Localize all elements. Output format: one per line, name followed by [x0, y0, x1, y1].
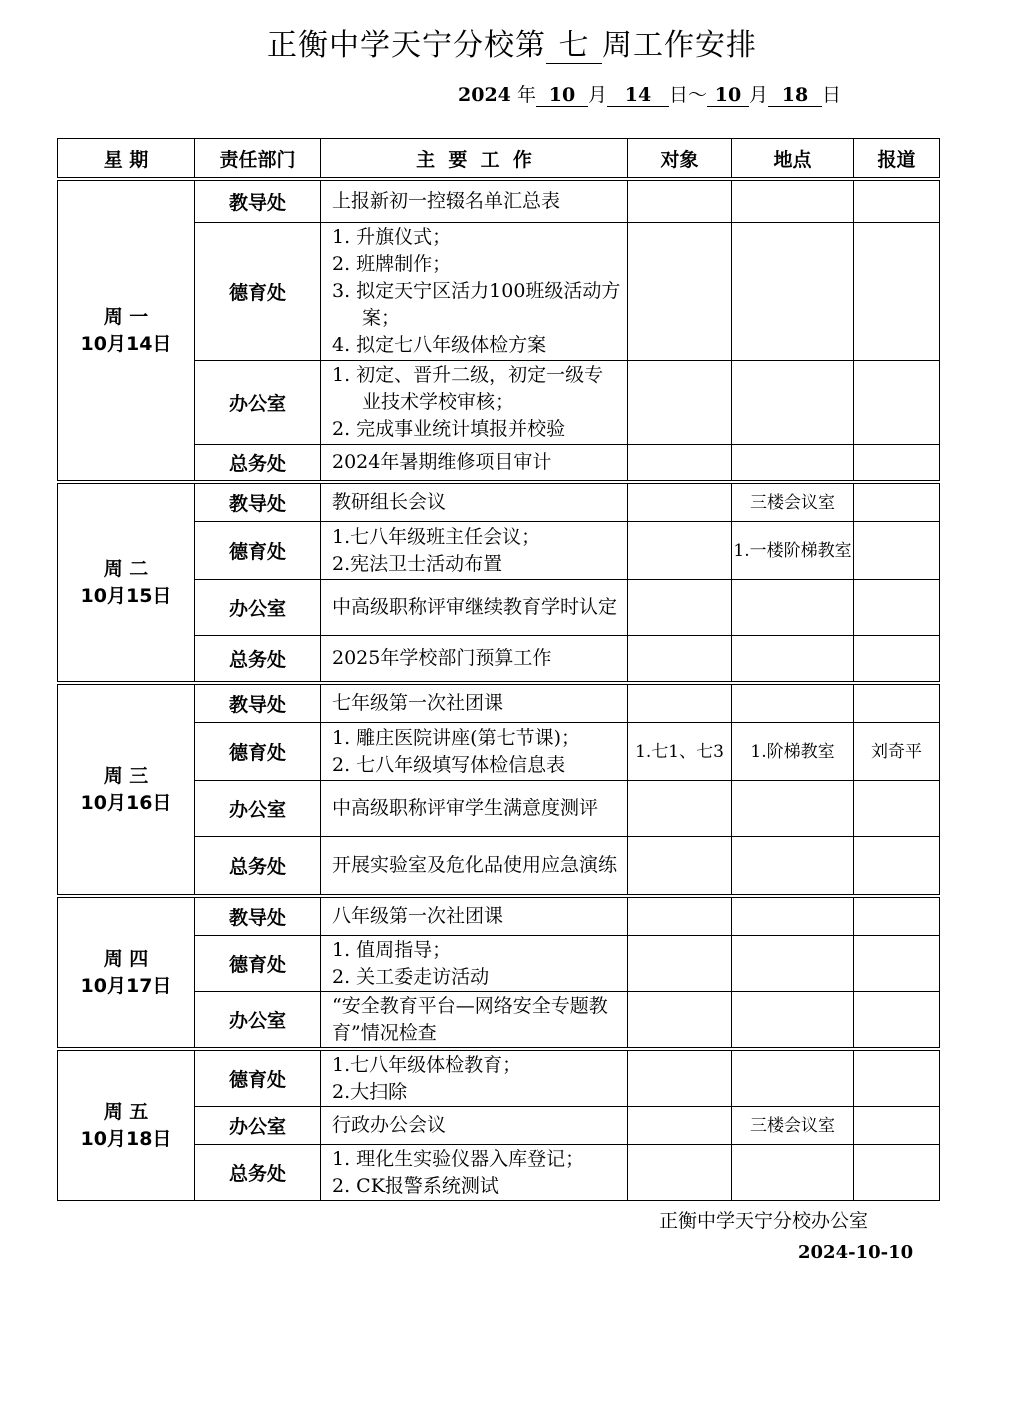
report-cell: [854, 484, 940, 522]
header-row: [58, 139, 940, 178]
dept-cell: 德育处: [195, 522, 321, 580]
work-item: 1. 雕庄医院讲座(第七节课)；: [332, 726, 580, 749]
target-cell: [628, 580, 732, 636]
work-cell: [321, 580, 628, 636]
schedule-row: [58, 181, 940, 223]
location-cell: [732, 837, 854, 895]
location-cell: [732, 898, 854, 936]
report-cell: [854, 223, 940, 361]
report-cell: [854, 1051, 940, 1107]
work-cell: [321, 1145, 628, 1201]
col-report: 报道: [854, 139, 940, 178]
schedule-row: [58, 484, 940, 522]
end-month: 10: [707, 84, 749, 107]
target-cell: [628, 1145, 732, 1201]
col-work: 主 要 工 作: [321, 139, 628, 178]
location-cell: [732, 361, 854, 445]
dept-cell: 办公室: [195, 361, 321, 445]
target-cell: [628, 522, 732, 580]
work-item: 1.七八年级班主任会议；: [332, 525, 541, 548]
report-cell: [854, 522, 940, 580]
location-cell: [732, 181, 854, 223]
report-cell: [854, 361, 940, 445]
dept-cell: 教导处: [195, 181, 321, 223]
work-item: 中高级职称评审学生满意度测评: [332, 797, 599, 819]
work-cell: [321, 781, 628, 837]
location-cell: [732, 936, 854, 992]
work-item: 2. CK报警系统测试: [332, 1174, 499, 1197]
location-cell: 三楼会议室: [732, 1107, 854, 1145]
schedule-row: [58, 1051, 940, 1107]
work-item: 4. 拟定七八年级体检方案: [332, 334, 547, 356]
location-cell: [732, 445, 854, 481]
report-cell: 刘奇平: [854, 723, 940, 781]
dept-cell: 德育处: [195, 723, 321, 781]
dept-cell: 办公室: [195, 1107, 321, 1145]
work-cell: [321, 723, 628, 781]
report-cell: [854, 181, 940, 223]
target-cell: [628, 445, 732, 481]
year-label: 年: [516, 84, 536, 106]
work-cell: [321, 1107, 628, 1145]
dept-cell: 德育处: [195, 223, 321, 361]
work-item: 1.七八年级体检教育；: [332, 1053, 522, 1076]
day-cell: [58, 181, 195, 481]
work-item: 2025年学校部门预算工作: [332, 647, 552, 669]
target-cell: [628, 837, 732, 895]
work-item: 3. 拟定天宁区活力100班级活动方案；: [332, 280, 621, 329]
work-cell: [321, 898, 628, 936]
work-item: 2. 班牌制作；: [332, 253, 452, 275]
work-cell: [321, 361, 628, 445]
work-item: 2. 完成事业统计填报并校验: [332, 418, 566, 440]
work-item: 2. 关工委走访活动: [332, 965, 490, 988]
date-label: 10月17日: [80, 974, 172, 997]
report-cell: [854, 781, 940, 837]
report-cell: [854, 992, 940, 1048]
work-item: 2024年暑期维修项目审计: [332, 451, 552, 473]
weekday-label: 周 五: [103, 1100, 149, 1123]
weekday-label: 周 四: [103, 947, 149, 970]
report-cell: [854, 1145, 940, 1201]
work-cell: [321, 522, 628, 580]
target-cell: [628, 685, 732, 723]
work-cell: [321, 181, 628, 223]
report-cell: [854, 837, 940, 895]
target-cell: [628, 898, 732, 936]
date-label: 10月16日: [80, 791, 172, 814]
location-cell: [732, 223, 854, 361]
dept-cell: 教导处: [195, 898, 321, 936]
work-item: 上报新初一控辍名单汇总表: [332, 190, 561, 212]
work-item: 行政办公会议: [332, 1114, 447, 1136]
report-cell: [854, 898, 940, 936]
location-cell: [732, 636, 854, 682]
work-cell: [321, 1051, 628, 1107]
location-cell: [732, 992, 854, 1048]
report-cell: [854, 580, 940, 636]
location-cell: 三楼会议室: [732, 484, 854, 522]
work-item: “安全教育平台—网络安全专题教育”情况检查: [332, 994, 608, 1044]
month-label: 月: [587, 84, 607, 106]
location-cell: [732, 685, 854, 723]
work-item: 1. 升旗仪式；: [332, 226, 452, 248]
work-cell: [321, 445, 628, 481]
dept-cell: 办公室: [195, 992, 321, 1048]
work-item: 开展实验室及危化品使用应急演练: [332, 854, 618, 876]
week-number: 七: [546, 29, 602, 64]
work-cell: [321, 992, 628, 1048]
dept-cell: 总务处: [195, 837, 321, 895]
schedule-table: [57, 138, 940, 1201]
target-cell: [628, 992, 732, 1048]
work-item: 2.宪法卫士活动布置: [332, 552, 503, 575]
dept-cell: 办公室: [195, 580, 321, 636]
work-cell: [321, 685, 628, 723]
day-sep: 日～: [668, 84, 707, 106]
day-cell: [58, 898, 195, 1048]
col-location: 地点: [732, 139, 854, 178]
footer-date: 2024-10-10: [798, 1242, 914, 1263]
target-cell: [628, 936, 732, 992]
schedule-row: [58, 898, 940, 936]
work-item: 教研组长会议: [332, 491, 447, 513]
day-label: 日: [822, 84, 842, 106]
col-target: 对象: [628, 139, 732, 178]
dept-cell: 教导处: [195, 685, 321, 723]
target-cell: 1.七1、七3: [628, 723, 732, 781]
dept-cell: 总务处: [195, 445, 321, 481]
work-cell: [321, 484, 628, 522]
report-cell: [854, 936, 940, 992]
report-cell: [854, 685, 940, 723]
work-cell: [321, 837, 628, 895]
target-cell: [628, 1107, 732, 1145]
work-item: 1. 值周指导；: [332, 938, 452, 961]
year: 2024: [458, 84, 511, 106]
dept-cell: 总务处: [195, 636, 321, 682]
month-label-2: 月: [748, 84, 768, 106]
start-day: 14: [607, 84, 669, 107]
date-range: [458, 80, 841, 107]
work-item: 1. 初定、晋升二级，初定一级专业技术学校审核；: [332, 364, 604, 413]
work-cell: [321, 936, 628, 992]
schedule-body: [58, 139, 940, 1201]
weekday-label: 周 二: [103, 557, 149, 580]
location-cell: [732, 580, 854, 636]
work-item: 2.大扫除: [332, 1080, 408, 1103]
work-cell: [321, 636, 628, 682]
report-cell: [854, 445, 940, 481]
schedule-row: [58, 685, 940, 723]
title-prefix: 正衡中学天宁分校第: [267, 28, 546, 63]
report-cell: [854, 1107, 940, 1145]
day-cell: [58, 685, 195, 895]
day-cell: [58, 484, 195, 682]
start-month: 10: [536, 84, 588, 107]
target-cell: [628, 223, 732, 361]
date-label: 10月15日: [80, 584, 172, 607]
target-cell: [628, 1051, 732, 1107]
title-suffix: 周工作安排: [602, 28, 757, 63]
target-cell: [628, 361, 732, 445]
location-cell: 1.一楼阶梯教室: [732, 522, 854, 580]
dept-cell: 办公室: [195, 781, 321, 837]
page-title: [0, 20, 1024, 64]
location-cell: [732, 1145, 854, 1201]
dept-cell: 总务处: [195, 1145, 321, 1201]
col-dept: 责任部门: [195, 139, 321, 178]
work-cell: [321, 223, 628, 361]
location-cell: [732, 781, 854, 837]
dept-cell: 德育处: [195, 1051, 321, 1107]
work-item: 中高级职称评审继续教育学时认定: [332, 596, 618, 618]
report-cell: [854, 636, 940, 682]
dept-cell: 德育处: [195, 936, 321, 992]
work-item: 七年级第一次社团课: [332, 692, 504, 714]
work-item: 1. 理化生实验仪器入库登记；: [332, 1147, 585, 1170]
work-item: 八年级第一次社团课: [332, 905, 504, 927]
location-cell: [732, 1051, 854, 1107]
dept-cell: 教导处: [195, 484, 321, 522]
work-item: 2. 七八年级填写体检信息表: [332, 753, 566, 776]
date-label: 10月18日: [80, 1127, 172, 1150]
location-cell: 1.阶梯教室: [732, 723, 854, 781]
target-cell: [628, 484, 732, 522]
target-cell: [628, 181, 732, 223]
weekday-label: 周 一: [103, 305, 149, 328]
day-cell: [58, 1051, 195, 1201]
target-cell: [628, 781, 732, 837]
end-day: 18: [768, 84, 822, 107]
target-cell: [628, 636, 732, 682]
footer-office: 正衡中学天宁分校办公室: [659, 1210, 869, 1232]
col-weekday: 星 期: [58, 139, 195, 178]
weekday-label: 周 三: [103, 764, 149, 787]
date-label: 10月14日: [80, 332, 172, 355]
